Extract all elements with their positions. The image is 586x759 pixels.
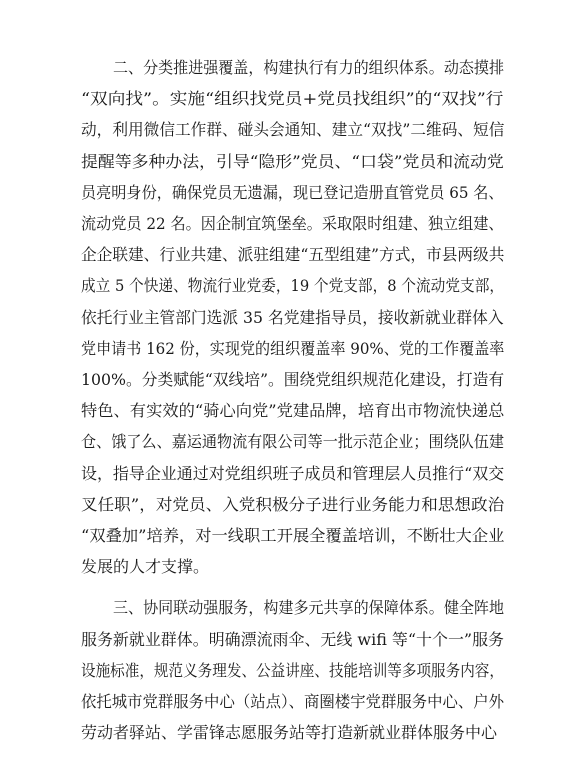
text-line: 成立 5 个快递、物流行业党委，19 个党支部，8 个流动党支部，: [81, 276, 505, 295]
text-line: 二、分类推进强覆盖，构建执行有力的组织体系。动态摸排: [113, 58, 505, 77]
text-line: 党申请书 162 份，实现党的组织覆盖率 90%、党的工作覆盖率: [81, 339, 505, 358]
text-line: 依托城市党群服务中心（站点）、商圈楼宇党群服务中心、户外: [81, 692, 505, 711]
text-line: 三、协同联动强服务，构建多元共享的保障体系。健全阵地: [113, 598, 505, 617]
text-line: 提醒等多种办法，引导“隐形”党员、“口袋”党员和流动党: [81, 152, 504, 171]
text-line: 动，利用微信工作群、碰头会通知、建立“双找”二维码、短信: [81, 120, 505, 139]
text-line: 服务新就业群体。明确漂流雨伞、无线 wifi 等“十个一”服务: [81, 630, 505, 649]
text-line: “双叠加”培养，对一线职工开展全覆盖培训，不断壮大企业: [81, 526, 505, 545]
text-line: 流动党员 22 名。因企制宜筑堡垒。采取限时组建、独立组建、: [81, 214, 504, 233]
text-line: 依托行业主管部门选派 35 名党建指导员，接收新就业群体入: [81, 308, 504, 327]
text-line: 特色、有实效的“骑心向党”党建品牌，培育出市物流快递总: [81, 401, 505, 420]
text-line: 企企联建、行业共建、派驻组建“五型组建”方式，市县两级共: [81, 245, 505, 264]
text-line: 叉任职”，对党员、入党积极分子进行业务能力和思想政治: [81, 495, 505, 514]
text-line: 发展的人才支撑。: [81, 557, 210, 576]
text-line: 100%。分类赋能“双线培”。围绕党组织规范化建设，打造有: [81, 370, 505, 389]
text-line: 劳动者驿站、学雷锋志愿服务站等打造新就业群体服务中心: [81, 723, 498, 742]
text-line: 员亮明身份，确保党员无遗漏，现已登记造册直管党员 65 名、: [81, 183, 504, 202]
text-line: 设，指导企业通过对党组织班子成员和管理层人员推行“双交: [81, 464, 505, 483]
text-line: “双向找”。实施“组织找党员+党员找组织”的“双找”行: [81, 89, 504, 108]
text-line: 仓、饿了么、嘉运通物流有限公司等一批示范企业；围绕队伍建: [81, 432, 505, 451]
text-line: 设施标准，规范义务理发、公益讲座、技能培训等多项服务内容，: [81, 661, 504, 680]
